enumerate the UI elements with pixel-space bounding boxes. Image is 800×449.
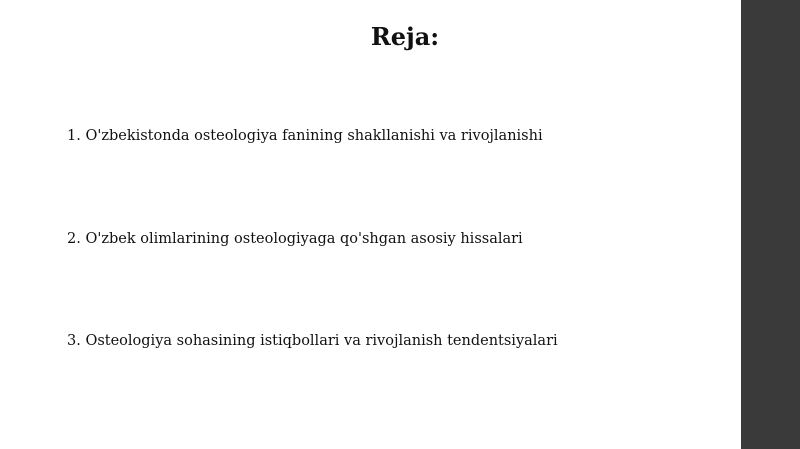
side-panel xyxy=(741,0,800,449)
plan-item-1: 1. O'zbekistonda osteologiya fanining shakllanishi va rivojlanishi xyxy=(67,128,543,144)
slide-title: Reja: xyxy=(370,22,440,51)
plan-item-2: 2. O'zbek olimlarining osteologiyaga qo'shgan asosiy hissalari xyxy=(67,231,523,247)
plan-item-3: 3. Osteologiya sohasining istiqbollari va rivojlanish tendentsiyalari xyxy=(67,333,558,349)
